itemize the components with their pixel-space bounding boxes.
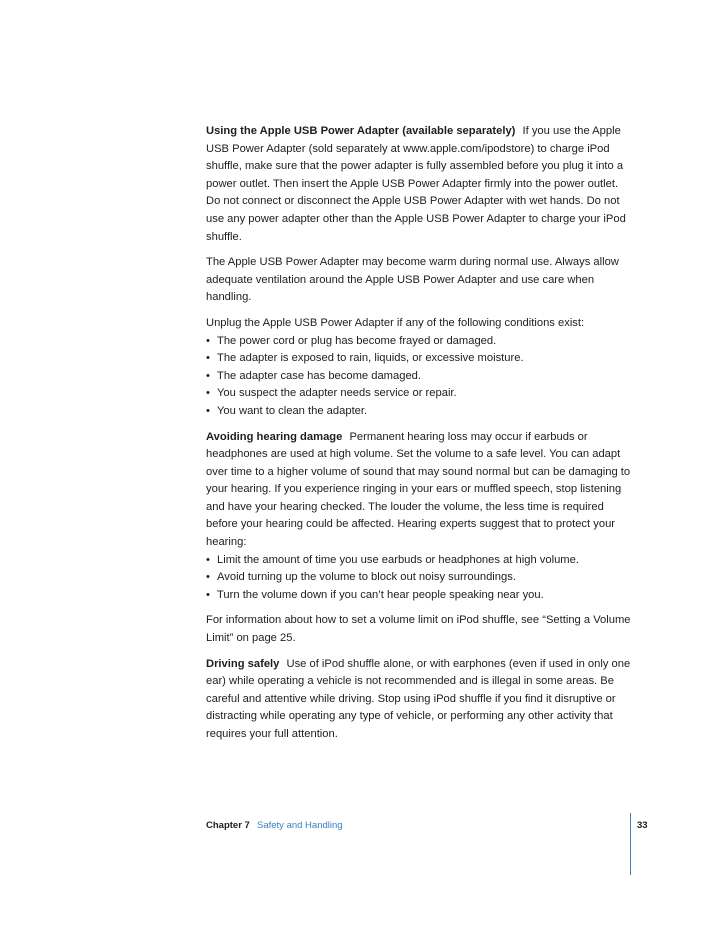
list-item: • The power cord or plug has become frayed or damaged. [206,333,634,351]
volume-limit-paragraph: For information about how to set a volume limit on iPod shuffle, see “Setting a Volume Limit” on page 25. [206,614,631,645]
chapter-title: Safety and Handling [257,820,343,831]
driving-text: Use of iPod shuffle alone, or with earphones (even if used in only one ear) while operating a vehicle is not recommended and is illegal in some areas. Be careful and attentive while driving. Stop using iPod shuffle if you find it disruptive or distracting while operating any type of vehicle, or performing any other activity that requires your full attention. [206,657,631,740]
usb-adapter-text: If you use the Apple USB Power Adapter (sold separately at www.apple.com/ipodstore) to charge iPod shuffle, make sure that the power adapter is fully assembled before you plug it into a power outlet. Then insert the Apple USB Power Adapter firmly into the power outlet. Do not connect or disconnect the Apple USB Power Adapter with wet hands. Do not use any power adapter other than the Apple USB Power Adapter to charge your iPod shuffle. [206,125,626,243]
hearing-paragraph [206,429,634,552]
hearing-tips-list [206,552,634,605]
unplug-conditions-list [206,333,634,421]
warm-paragraph: The Apple USB Power Adapter may become warm during normal use. Always allow adequate ventilation around the Apple USB Power Adapter and use care when handling. [206,256,619,304]
usb-adapter-heading: Using the Apple USB Power Adapter (available separately) [206,125,516,137]
list-item: • Turn the volume down if you can’t hear people speaking near you. [206,587,634,605]
unplug-paragraph: Unplug the Apple USB Power Adapter if any of the following conditions exist: [206,316,585,329]
driving-heading: Driving safely [206,657,280,670]
usb-adapter-paragraph [206,123,634,246]
footer-divider [630,813,631,875]
page-number: 33 [637,820,648,831]
page-footer [206,818,650,834]
list-item: • You suspect the adapter needs service or repair. [206,385,634,403]
hearing-text: Permanent hearing loss may occur if earbuds or headphones are used at high volume. Set the volume to a safe level. You can adapt over time to a higher volume of sound that may sound normal but can be damaging to your hearing. If you experience ringing in your ears or muffled speech, stop listening and have your hearing checked. The louder the volume, the less time is required before your hearing could be affected. Hearing experts suggest that to protect your hearing: [206,430,631,549]
list-item: • Avoid turning up the volume to block out noisy surroundings. [206,569,634,587]
driving-paragraph [206,656,634,744]
list-item: • Limit the amount of time you use earbuds or headphones at high volume. [206,552,634,570]
list-item: • The adapter is exposed to rain, liquids, or excessive moisture. [206,350,634,368]
page-body [206,123,634,752]
list-item: • The adapter case has become damaged. [206,368,634,386]
list-item: • You want to clean the adapter. [206,403,634,421]
hearing-heading: Avoiding hearing damage [206,430,343,443]
chapter-label: Chapter 7 [206,820,250,831]
